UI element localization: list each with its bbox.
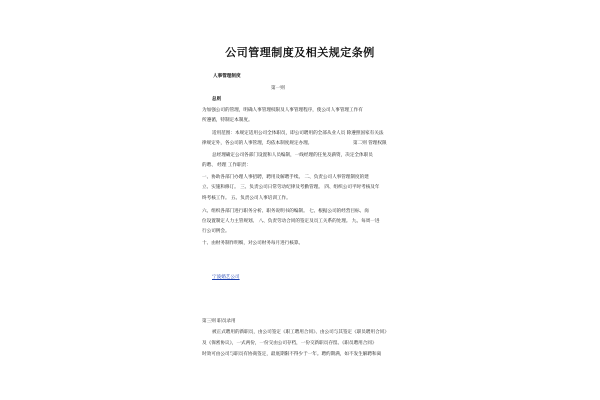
chapter-heading-1: 第一则 bbox=[271, 86, 285, 91]
paragraph-line: 时效可由公司与职员有协商签定，最底期限不得少于一年。聘约期满，如不发生解聘和离 bbox=[202, 352, 382, 357]
general-heading: 总则 bbox=[212, 97, 222, 102]
paragraph-line: 律规定外，各公司的人事管理，均依本制度规定办理。 bbox=[202, 141, 313, 146]
paragraph-line: 适用范围：本规定适用公司全体职员，即公司聘用的全部从业人员 除遵照国家有关法 bbox=[212, 131, 384, 136]
paragraph-line: 总经理确定公司各部门设置和人员编制，一线经理的任免及薪资，决定全体职员 bbox=[212, 153, 373, 158]
section-label: 人事管理制度 bbox=[213, 74, 241, 79]
document-title: 公司管理制度及相关规定条例 bbox=[225, 46, 375, 59]
list-item: 位设置制定人力主管规划。 八、负责劳动合同的签定及员工关系的处理。 九、每周一进 bbox=[202, 219, 380, 224]
list-item: 六、组织各部门进行职务分析、职务说明书的编制。 七、根据公司的经营目标、岗 bbox=[202, 209, 369, 214]
chapter-heading-2: 第二则 管理权限 bbox=[353, 141, 387, 146]
paragraph-line: 的聘、 经理 工作职责： bbox=[202, 163, 251, 168]
company-link[interactable]: 宁波婚艺公司 bbox=[212, 275, 240, 280]
list-item: 一、协助各部门办理人事招聘，聘用及解聘手续。 二、负责公司人事管理制度的建 bbox=[202, 175, 369, 180]
paragraph-line: 及《保密协议》，一式两份，一份交由公司存档，一份交新职员存留。《职员聘用合同》 bbox=[202, 341, 377, 346]
list-item: 终考核工作。 五、负责公司人事培训工作。 bbox=[202, 196, 291, 201]
list-item: 行公司例会。 bbox=[202, 229, 230, 234]
paragraph-line: 被正式聘用的新职员，由公司签定《职工聘用合同》、由公司与其签定《职员聘用合同》 bbox=[212, 330, 389, 335]
paragraph-line: 所遵循，特制定本制度。 bbox=[202, 118, 253, 123]
list-item: 十、由财务制作明细，对公司财务每月进行核算。 bbox=[202, 241, 304, 246]
list-item: 立、实施和修订。 三、负责公司日常劳动纪律及考勤管理。 四、组织公司平时考核及年 bbox=[202, 185, 380, 190]
chapter-heading-3: 第三则 职员录用 bbox=[202, 319, 236, 324]
paragraph-line: 为加强公司的管理，明确人事管理权限及人事管理程序，使公司人事管理工作有 bbox=[202, 108, 363, 113]
